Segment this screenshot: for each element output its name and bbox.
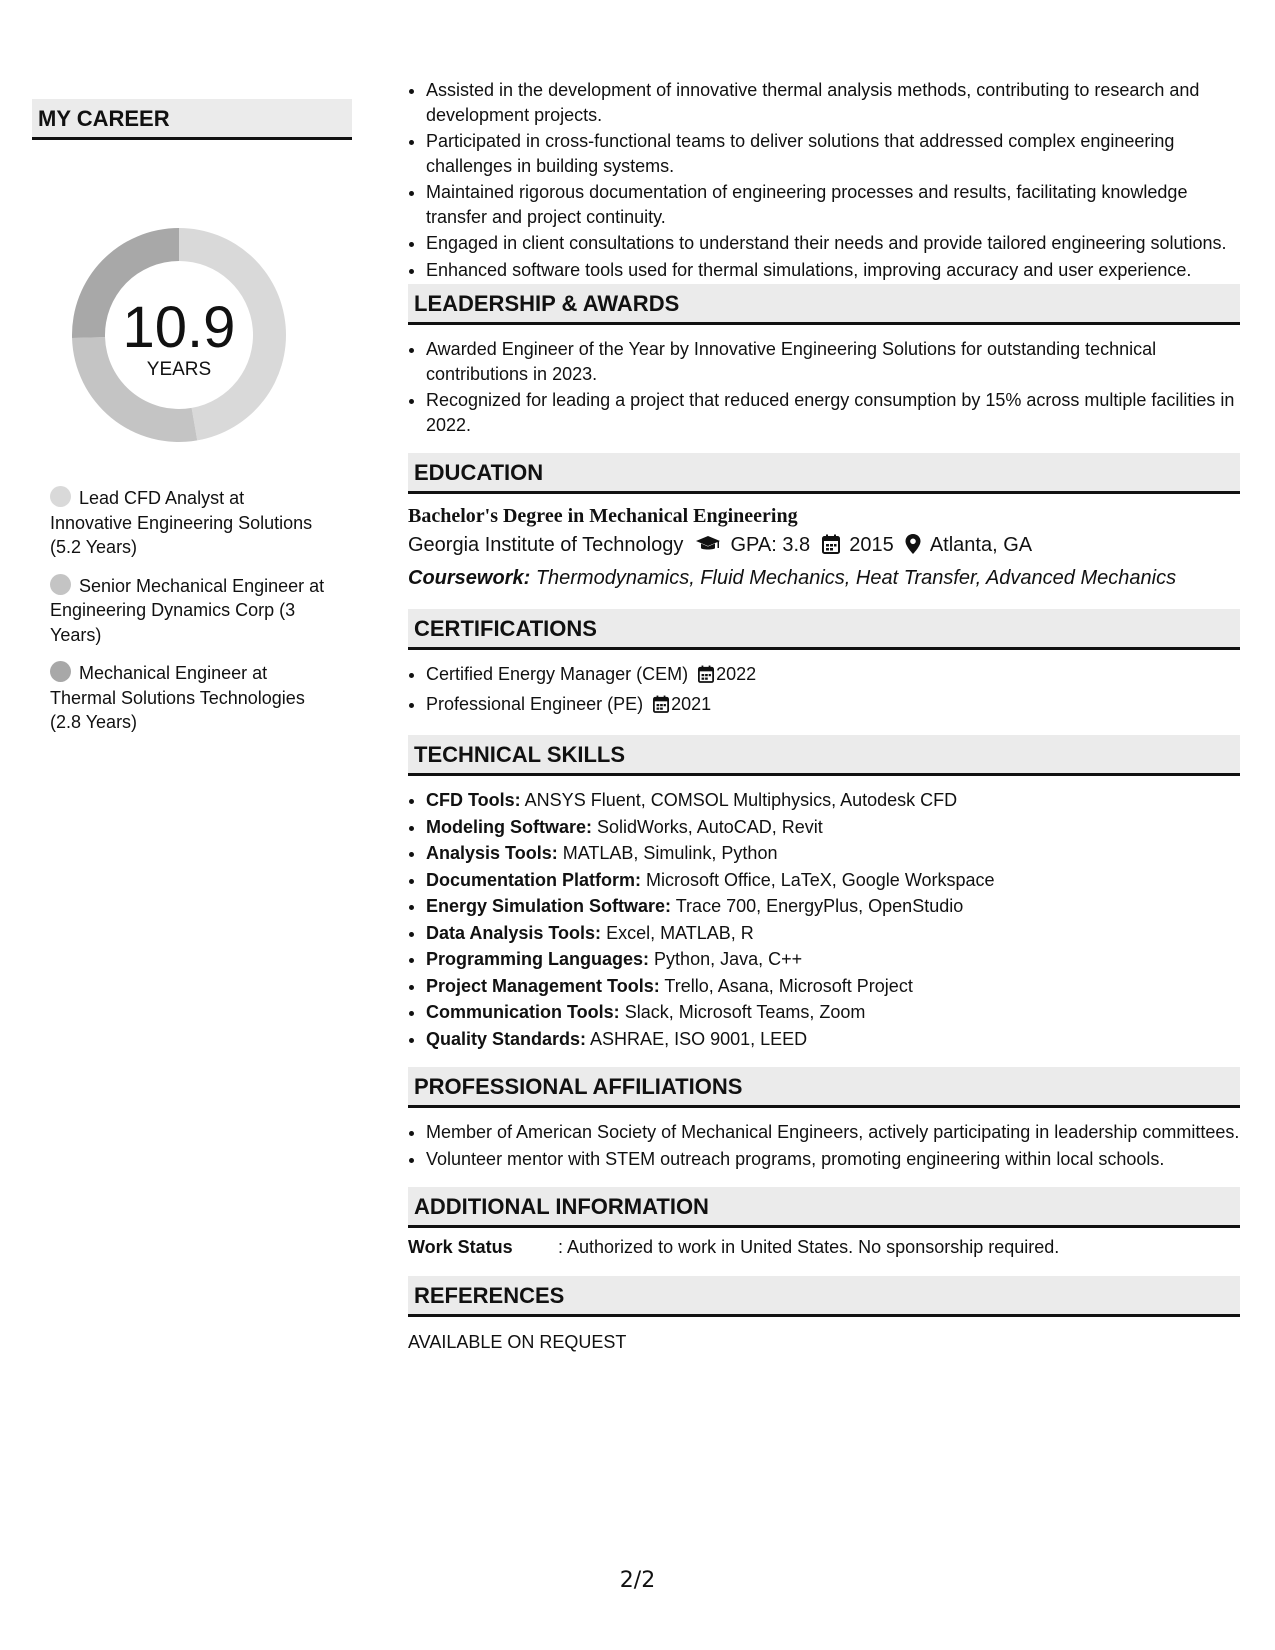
skill-label: Data Analysis Tools: xyxy=(426,922,602,943)
location-pin-icon xyxy=(905,533,921,563)
list-item xyxy=(426,662,1240,690)
skill-label: Modeling Software: xyxy=(426,816,592,837)
list-item xyxy=(426,815,1240,840)
skill-value: Python, Java, C++ xyxy=(654,949,803,969)
skill-label: Quality Standards: xyxy=(426,1028,587,1049)
skill-label: CFD Tools: xyxy=(426,790,521,810)
skill-value: Excel, MATLAB, R xyxy=(606,922,754,943)
skill-label: Energy Simulation Software: xyxy=(426,896,672,916)
education-details xyxy=(408,530,1240,563)
list-item xyxy=(426,947,1240,972)
list-item xyxy=(426,788,1240,813)
legend-dot xyxy=(50,574,71,595)
list-item xyxy=(426,1000,1240,1025)
legend-label: Mechanical Engineer at Thermal Solutions Technologies (2.8 Years) xyxy=(50,663,305,732)
affiliations-list xyxy=(408,1120,1240,1171)
legend-item xyxy=(50,661,330,735)
work-status-value: : Authorized to work in United States. No sponsorship required. xyxy=(558,1237,1060,1257)
cert-year: 2022 xyxy=(716,664,757,684)
list-item xyxy=(426,868,1240,893)
list-item xyxy=(426,974,1240,999)
skill-label: Analysis Tools: xyxy=(426,843,558,863)
section-title: LEADERSHIP & AWARDS xyxy=(408,284,1240,325)
calendar-icon xyxy=(698,665,714,690)
section-title: EDUCATION xyxy=(408,453,1240,494)
career-title: MY CAREER xyxy=(32,99,352,140)
list-item: • Volunteer mentor with STEM outreach programs, promoting engineering within local schools. xyxy=(426,1147,1240,1172)
skill-label: Documentation Platform: xyxy=(426,869,642,890)
years-label: YEARS xyxy=(146,359,212,380)
list-item: • Maintained rigorous documentation of engineering processes and results, facilitating knowledge transfer and project continuity. xyxy=(426,180,1240,229)
coursework xyxy=(408,563,1240,593)
school-name: Georgia Institute of Technology xyxy=(408,534,684,556)
skill-label: Project Management Tools: xyxy=(426,975,660,996)
work-status-label: Work Status xyxy=(408,1237,513,1257)
career-sidebar xyxy=(32,99,352,749)
leadership-section xyxy=(408,284,1240,437)
section-title: PROFESSIONAL AFFILIATIONS xyxy=(408,1067,1240,1108)
section-title: REFERENCES xyxy=(408,1276,1240,1317)
list-item: • Enhanced software tools used for thermal simulations, improving accuracy and user experience. xyxy=(426,258,1240,283)
cert-name: Professional Engineer (PE) xyxy=(426,693,644,714)
list-item xyxy=(426,1027,1240,1052)
additional-info-section xyxy=(408,1187,1240,1260)
calendar-icon xyxy=(822,533,840,563)
list-item xyxy=(426,921,1240,946)
list-item: • Member of American Society of Mechanical Engineers, actively participating in leadership committees. xyxy=(426,1120,1240,1145)
coursework-list: Thermodynamics, Fluid Mechanics, Heat Transfer, Advanced Mechanics xyxy=(535,567,1177,589)
education-section xyxy=(408,453,1240,593)
skills-section xyxy=(408,735,1240,1051)
skill-label: Programming Languages: xyxy=(426,949,650,969)
list-item xyxy=(426,692,1240,720)
list-item xyxy=(426,894,1240,919)
legend-dot xyxy=(50,661,71,682)
list-item: • Awarded Engineer of the Year by Innovative Engineering Solutions for outstanding technical contributions in 2023. xyxy=(426,337,1240,386)
skill-value: ASHRAE, ISO 9001, LEED xyxy=(590,1028,808,1049)
career-donut-chart xyxy=(66,222,292,448)
cert-year: 2021 xyxy=(671,693,712,714)
certifications-list xyxy=(408,662,1240,719)
page-number: 2/2 xyxy=(619,1568,656,1593)
calendar-icon xyxy=(653,695,669,720)
list-item: • Assisted in the development of innovative thermal analysis methods, contributing to research and development projects. xyxy=(426,78,1240,127)
references-text: AVAILABLE ON REQUEST xyxy=(408,1332,627,1352)
skill-value: MATLAB, Simulink, Python xyxy=(562,843,778,863)
skill-label: Communication Tools: xyxy=(426,1002,620,1022)
career-legend xyxy=(32,486,352,735)
list-item: • Recognized for leading a project that reduced energy consumption by 15% across multiple facilities in 2022. xyxy=(426,388,1240,437)
list-item: • Participated in cross-functional teams to deliver solutions that addressed complex engineering challenges in building systems. xyxy=(426,129,1240,178)
graduation-cap-icon xyxy=(695,533,721,563)
certifications-section xyxy=(408,609,1240,719)
gpa: GPA: 3.8 xyxy=(730,534,811,556)
legend-label: Senior Mechanical Engineer at Engineering Dynamics Corp (3 Years) xyxy=(50,575,325,645)
skill-value: Trace 700, EnergyPlus, OpenStudio xyxy=(675,896,964,916)
legend-item xyxy=(50,486,330,560)
skills-list xyxy=(408,788,1240,1051)
graduation-year: 2015 xyxy=(849,534,894,556)
list-item xyxy=(426,841,1240,866)
cert-name: Certified Energy Manager (CEM) xyxy=(426,664,689,684)
leadership-list xyxy=(408,337,1240,437)
section-title: TECHNICAL SKILLS xyxy=(408,735,1240,776)
affiliations-section xyxy=(408,1067,1240,1171)
section-title: ADDITIONAL INFORMATION xyxy=(408,1187,1240,1228)
skill-value: Trello, Asana, Microsoft Project xyxy=(664,975,913,996)
degree-title: Bachelor's Degree in Mechanical Engineering xyxy=(408,505,798,527)
references-section xyxy=(408,1276,1240,1355)
legend-dot xyxy=(50,486,71,507)
list-item: • Engaged in client consultations to understand their needs and provide tailored engineering solutions. xyxy=(426,231,1240,256)
school-location: Atlanta, GA xyxy=(929,534,1033,556)
main-content xyxy=(408,78,1240,1355)
experience-bullets xyxy=(408,78,1240,282)
skill-value: Microsoft Office, LaTeX, Google Workspace xyxy=(646,869,995,890)
section-title: CERTIFICATIONS xyxy=(408,609,1240,650)
skill-value: SolidWorks, AutoCAD, Revit xyxy=(597,816,823,837)
total-years: 10.9 xyxy=(122,295,236,360)
work-status-row xyxy=(408,1234,1240,1260)
skill-value: Slack, Microsoft Teams, Zoom xyxy=(624,1002,866,1022)
coursework-label: Coursework: xyxy=(408,567,531,589)
donut-center xyxy=(66,222,292,448)
skill-value: ANSYS Fluent, COMSOL Multiphysics, Autodesk CFD xyxy=(524,790,958,810)
legend-item xyxy=(50,574,330,648)
legend-label: Lead CFD Analyst at Innovative Engineering Solutions (5.2 Years) xyxy=(50,488,313,557)
